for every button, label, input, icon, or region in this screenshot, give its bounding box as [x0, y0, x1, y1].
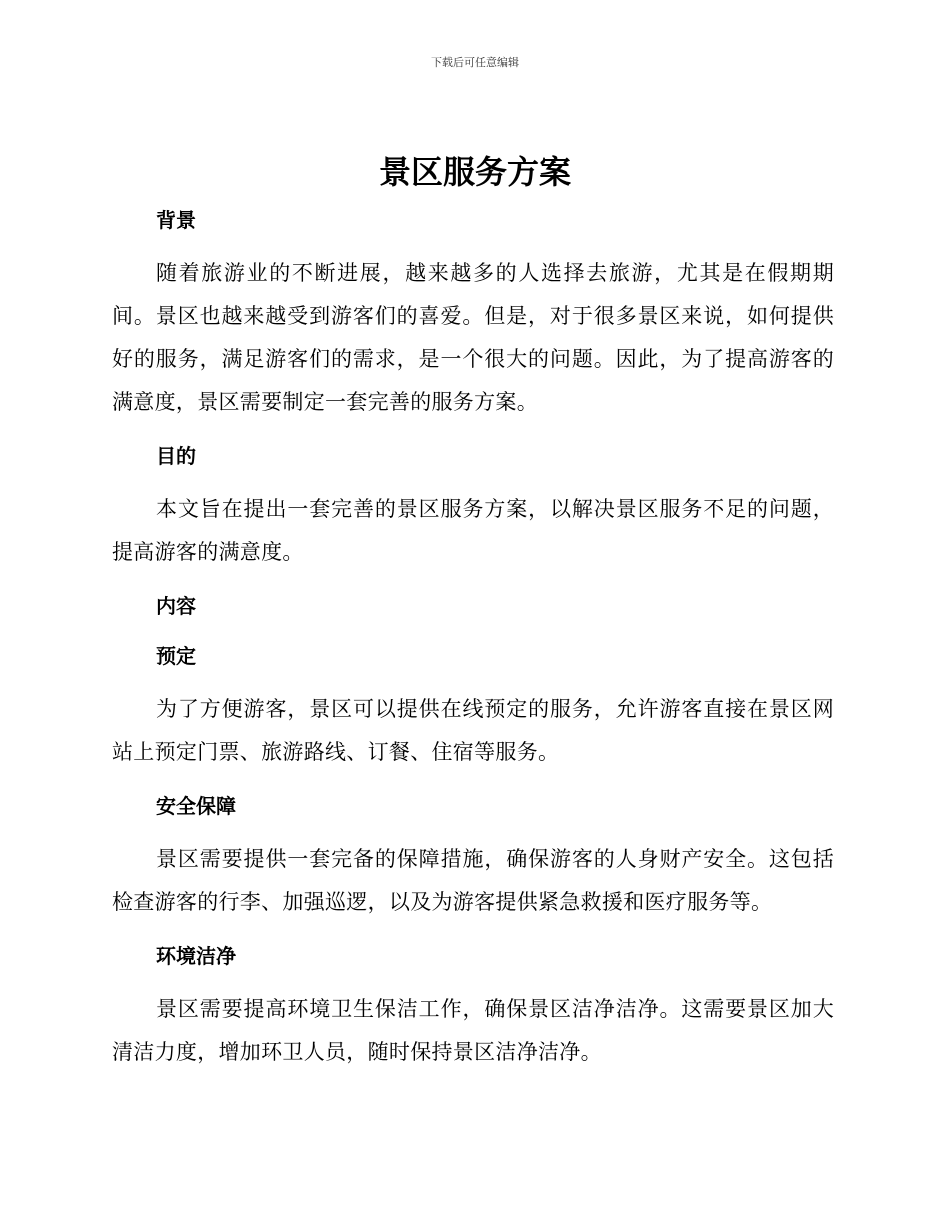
- document-title: 景区服务方案: [378, 153, 571, 191]
- section-heading-booking: 预定: [156, 644, 196, 668]
- section-paragraph-purpose: 本文旨在提出一套完善的景区服务方案，以解决景区服务不足的问题，提高游客的满意度。: [112, 497, 834, 564]
- section-heading-content: 内容: [156, 594, 196, 618]
- section-heading-safety: 安全保障: [156, 794, 236, 818]
- section-paragraph-environment: 景区需要提高环境卫生保洁工作，确保景区洁净洁净。这需要景区加大清洁力度，增加环卫人员，随时保持景区洁净洁净。: [112, 997, 834, 1064]
- section-paragraph-background: 随着旅游业的不断进展，越来越多的人选择去旅游，尤其是在假期期间。景区也越来越受到游客们的喜爱。但是，对于很多景区来说，如何提供好的服务，满足游客们的需求，是一个很大的问题。因此，为了提高游客的满意度，景区需要制定一套完善的服务方案。: [112, 261, 834, 414]
- document-body: [112, 202, 834, 1088]
- section-paragraph-safety: 景区需要提供一套完备的保障措施，确保游客的人身财产安全。这包括检查游客的行李、加强巡逻，以及为游客提供紧急救援和医疗服务等。: [112, 847, 834, 914]
- section-heading-background: 背景: [156, 208, 196, 232]
- section-heading-purpose: 目的: [156, 444, 196, 468]
- header-note: 下载后可任意编辑: [431, 56, 519, 69]
- section-heading-environment: 环境洁净: [156, 944, 236, 968]
- section-paragraph-booking: 为了方便游客，景区可以提供在线预定的服务，允许游客直接在景区网站上预定门票、旅游路线、订餐、住宿等服务。: [112, 697, 834, 764]
